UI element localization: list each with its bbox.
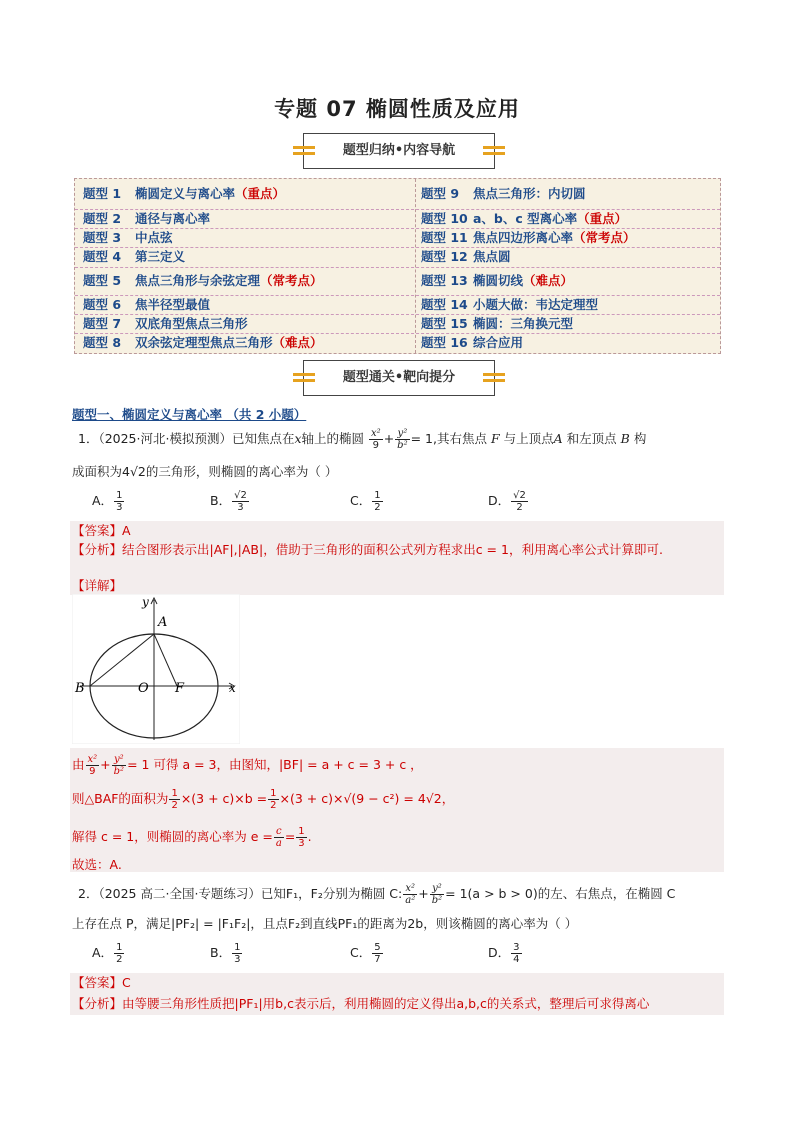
page-title: 专题 07 椭圆性质及应用 [274, 97, 520, 121]
detail-label: 【详解】 [72, 578, 123, 593]
toc-item[interactable]: 题型 4 第三定义 [83, 249, 186, 264]
analysis-text: 【分析】由等腰三角形性质把|PF₁|用b,c表示后，利用椭圆的定义得出a,b,c的关系式，整理后可求得离心 [72, 996, 650, 1011]
section-nav-box [303, 360, 495, 396]
option-a[interactable]: A． $\frac{1}{3}$ [92, 490, 123, 513]
decoration-icon [483, 146, 505, 158]
decoration-icon [293, 373, 315, 385]
section-nav-box [303, 133, 495, 169]
label-o: O [138, 681, 149, 696]
toc-item[interactable]: 题型 8 双余弦定理型焦点三角形（难点） [83, 335, 323, 350]
solution-line-3: 解得 c = 1，则椭圆的离心率为 e = $\frac{c}{a}$ = $\frac{1}{3}$ . [72, 826, 312, 849]
toc-item[interactable]: 题型 3 中点弦 [83, 230, 173, 245]
label-x: x [229, 681, 236, 695]
decoration-icon [483, 373, 505, 385]
toc-item[interactable]: 题型 5 焦点三角形与余弦定理（常考点） [83, 273, 323, 288]
option-b[interactable]: B． $\frac{√2}{3}$ [210, 490, 247, 513]
analysis-text: 【分析】结合图形表示出|AF|,|AB|，借助于三角形的面积公式列方程求出c = 1，利用离心率公式计算即可. [72, 542, 663, 557]
toc-item[interactable]: 题型 10 a、b、c 型离心率（重点） [421, 211, 628, 226]
toc-item[interactable]: 题型 7 双底角型焦点三角形 [83, 316, 248, 331]
toc-item[interactable]: 题型 1 椭圆定义与离心率（重点） [83, 186, 286, 201]
section-heading: 题型一、椭圆定义与离心率 （共 2 小题） [72, 407, 307, 422]
option-d[interactable]: D． $\frac{√2}{2}$ [488, 490, 526, 513]
answer-line: 【答案】A [72, 523, 131, 538]
question-1-stem: 1．（2025·河北·模拟预测）已知焦点在x轴上的椭圆 $\frac{\text{x²}}{9}$ + $\frac{\text{y²}}{\text{b²}}$ = 1,其右焦点 F 与上顶点A 和左顶点 B 构 [78, 428, 647, 451]
label-a: A [158, 615, 168, 630]
option-d[interactable]: D． $\frac{3}{4}$ [488, 942, 520, 965]
nav-label: 题型通关•靶向提分 [342, 370, 456, 385]
decoration-icon [293, 146, 315, 158]
question-2-stem-line2: 上存在点 P，满足|PF₂| = |F₁F₂|，且点F₂到直线PF₁的距离为2b，则该椭圆的离心率为（ ） [72, 916, 578, 931]
toc-item[interactable]: 题型 2 通径与离心率 [83, 211, 211, 226]
toc-table [74, 178, 721, 354]
toc-item[interactable]: 题型 6 焦半径型最值 [83, 297, 211, 312]
solution-line-1: 由 $\frac{\text{x²}}{9}$ + $\frac{\text{y²}}{\text{b²}}$ = 1 可得 a = 3，由图知，|BF| = a + c = 3 + c ， [72, 754, 423, 777]
toc-item[interactable]: 题型 13 椭圆切线（难点） [421, 273, 574, 288]
option-b[interactable]: B． $\frac{1}{3}$ [210, 942, 241, 965]
toc-divider [415, 179, 416, 353]
solution-line-2: 则△BAF的面积为 $\frac{1}{2}$ ×(3 + c)×b = $\frac{1}{2}$ ×(3 + c)×√(9 − c²) = 4√2， [72, 788, 455, 811]
question-1-stem-line2: 成面积为4√2的三角形，则椭圆的离心率为（ ） [72, 464, 338, 479]
toc-item[interactable]: 题型 11 焦点四边形离心率（常考点） [421, 230, 636, 245]
toc-item[interactable]: 题型 9 焦点三角形：内切圆 [421, 186, 586, 201]
answer-line: 【答案】C [72, 975, 131, 990]
toc-item[interactable]: 题型 12 焦点圆 [421, 249, 511, 264]
ellipse-figure [72, 594, 240, 744]
toc-item[interactable]: 题型 15 椭圆：三角换元型 [421, 316, 574, 331]
nav-label: 题型归纳•内容导航 [342, 143, 456, 158]
option-c[interactable]: C． $\frac{5}{7}$ [350, 942, 381, 965]
question-2-stem: 2．（2025 高二·全国·专题练习）已知F₁，F₂分别为椭圆 C: $\frac{\text{x²}}{\text{a²}}$ + $\frac{\text{y²}}{\text{b²}}$ = 1(a > b > 0)的左、右焦点，在椭圆 C [78, 883, 676, 906]
option-c[interactable]: C． $\frac{1}{2}$ [350, 490, 381, 513]
label-b: B [75, 681, 85, 696]
label-y: y [142, 595, 149, 609]
option-a[interactable]: A． $\frac{1}{2}$ [92, 942, 123, 965]
toc-item[interactable]: 题型 16 综合应用 [421, 335, 524, 350]
label-f: F [175, 681, 185, 696]
choice-line: 故选：A. [72, 857, 122, 872]
toc-item[interactable]: 题型 14 小题大做：韦达定理型 [421, 297, 599, 312]
